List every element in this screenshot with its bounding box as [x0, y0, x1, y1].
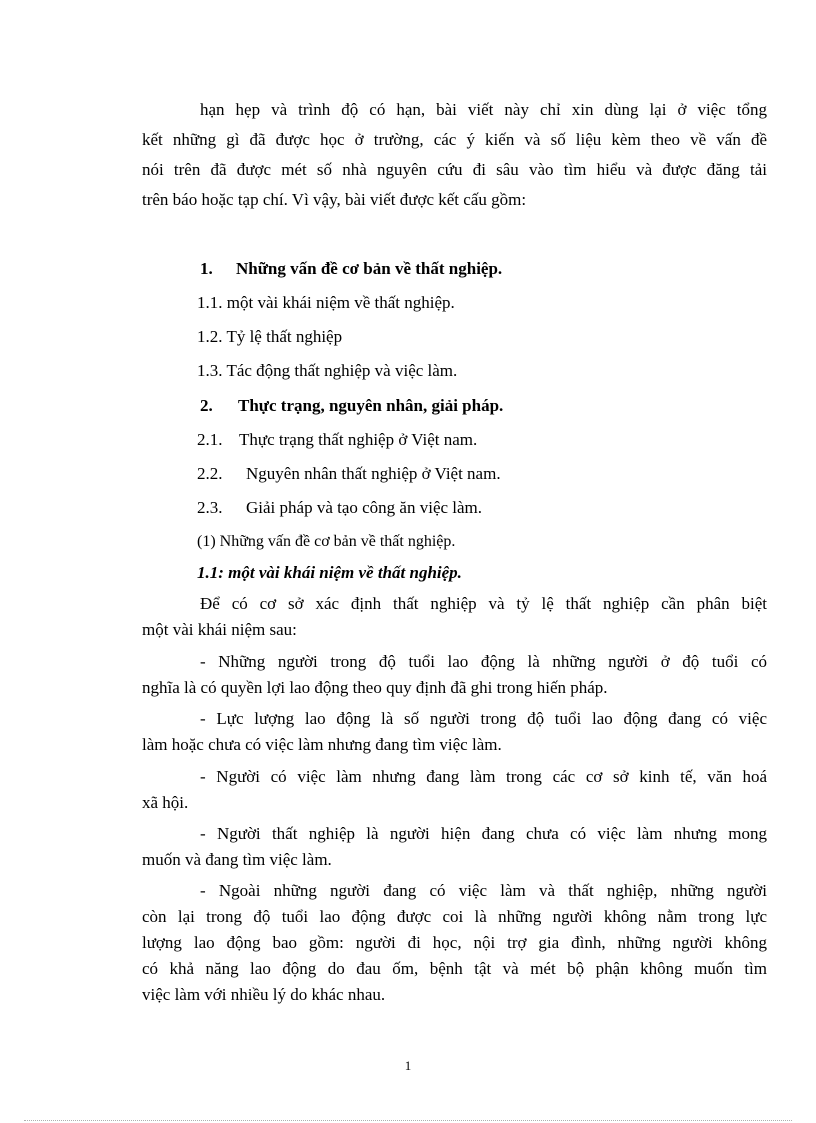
outline-sub-2-1-title: Thực trạng thất nghiệp ở Việt nam. — [239, 430, 478, 449]
p6-line-4: có khả năng lao động do đau ốm, bệnh tật và mét bộ phận không muốn tìm — [142, 959, 767, 978]
outline-sub-1-1: 1.1. một vài khái niệm về thất nghiệp. — [197, 293, 455, 312]
outline-sub-1-3: 1.3. Tác động thất nghiệp và việc làm. — [197, 361, 458, 380]
p1-line-1: Để có cơ sở xác định thất nghiệp và tỷ lệ thất nghiệp cần phân biệt — [200, 594, 767, 613]
p1-line-2: một vài khái niệm sau: — [142, 620, 297, 639]
outline-sub-2-3 — [197, 495, 816, 521]
part-heading: (1) Những vấn đề cơ bản về thất nghiệp. — [197, 533, 456, 550]
outline-sub-2-3-title: Giải pháp và tạo công ăn việc làm. — [246, 498, 483, 517]
p4-line-1: - Người có việc làm nhưng đang làm trong các cơ sở kinh tế, văn hoá — [200, 767, 767, 786]
p5-line-2: muốn và đang tìm việc làm. — [142, 850, 332, 869]
page-number: 1 — [404, 1058, 412, 1073]
outline-sub-2-2-title: Nguyên nhân thất nghiệp ở Việt nam. — [246, 464, 501, 483]
outline-section-1-number: 1. — [200, 259, 213, 278]
p5-line-1: - Người thất nghiệp là người hiện đang chưa có việc làm nhưng mong — [200, 824, 767, 843]
subheading-1-1: 1.1: một vài khái niệm về thất nghiệp. — [197, 563, 462, 582]
outline-section-2-title: Thực trạng, nguyên nhân, giải pháp. — [238, 396, 504, 415]
footer-divider — [24, 1120, 792, 1121]
intro-line-3: nói trên đã được mét số nhà nguyên cứu đi sâu vào tìm hiểu và được đăng tải — [142, 160, 767, 179]
outline-section-2-number: 2. — [200, 396, 213, 415]
outline-section-2 — [200, 393, 816, 419]
outline-section-1-title: Những vấn đề cơ bản về thất nghiệp. — [236, 259, 503, 278]
p4-line-2: xã hội. — [142, 793, 189, 812]
outline-sub-2-3-number: 2.3. — [197, 498, 223, 517]
p3-line-2: làm hoặc chưa có việc làm nhưng đang tìm việc làm. — [142, 735, 502, 754]
outline-sub-1-2: 1.2. Tỷ lệ thất nghiệp — [197, 327, 343, 346]
p6-line-3: lượng lao động bao gồm: người đi học, nội trợ gia đình, những người không — [142, 933, 767, 952]
p6-line-1: - Ngoài những người đang có việc làm và thất nghiệp, những người — [200, 881, 767, 900]
p2-line-1: - Những người trong độ tuổi lao động là những người ở độ tuổi có — [200, 652, 767, 671]
p2-line-2: nghĩa là có quyền lợi lao động theo quy định đã ghi trong hiến pháp. — [142, 678, 608, 697]
p3-line-1: - Lực lượng lao động là số người trong độ tuổi lao động đang có việc — [200, 709, 767, 728]
intro-line-1: hạn hẹp và trình độ có hạn, bài viết này chỉ xin dùng lại ở việc tổng — [200, 100, 767, 119]
p6-line-2: còn lại trong độ tuổi lao động được coi là những người không nằm trong lực — [142, 907, 767, 926]
intro-line-2: kết những gì đã được học ở trường, các ý kiến và số liệu kèm theo về vấn đề — [142, 130, 767, 149]
outline-sub-2-1-number: 2.1. — [197, 430, 223, 449]
outline-sub-2-1 — [197, 427, 816, 453]
outline-sub-2-2 — [197, 461, 816, 487]
p6-line-5: việc làm với nhiều lý do khác nhau. — [142, 985, 386, 1004]
outline-section-1 — [200, 256, 816, 282]
intro-line-4: trên báo hoặc tạp chí. Vì vậy, bài viết được kết cấu gồm: — [142, 190, 527, 209]
outline-sub-2-2-number: 2.2. — [197, 464, 223, 483]
